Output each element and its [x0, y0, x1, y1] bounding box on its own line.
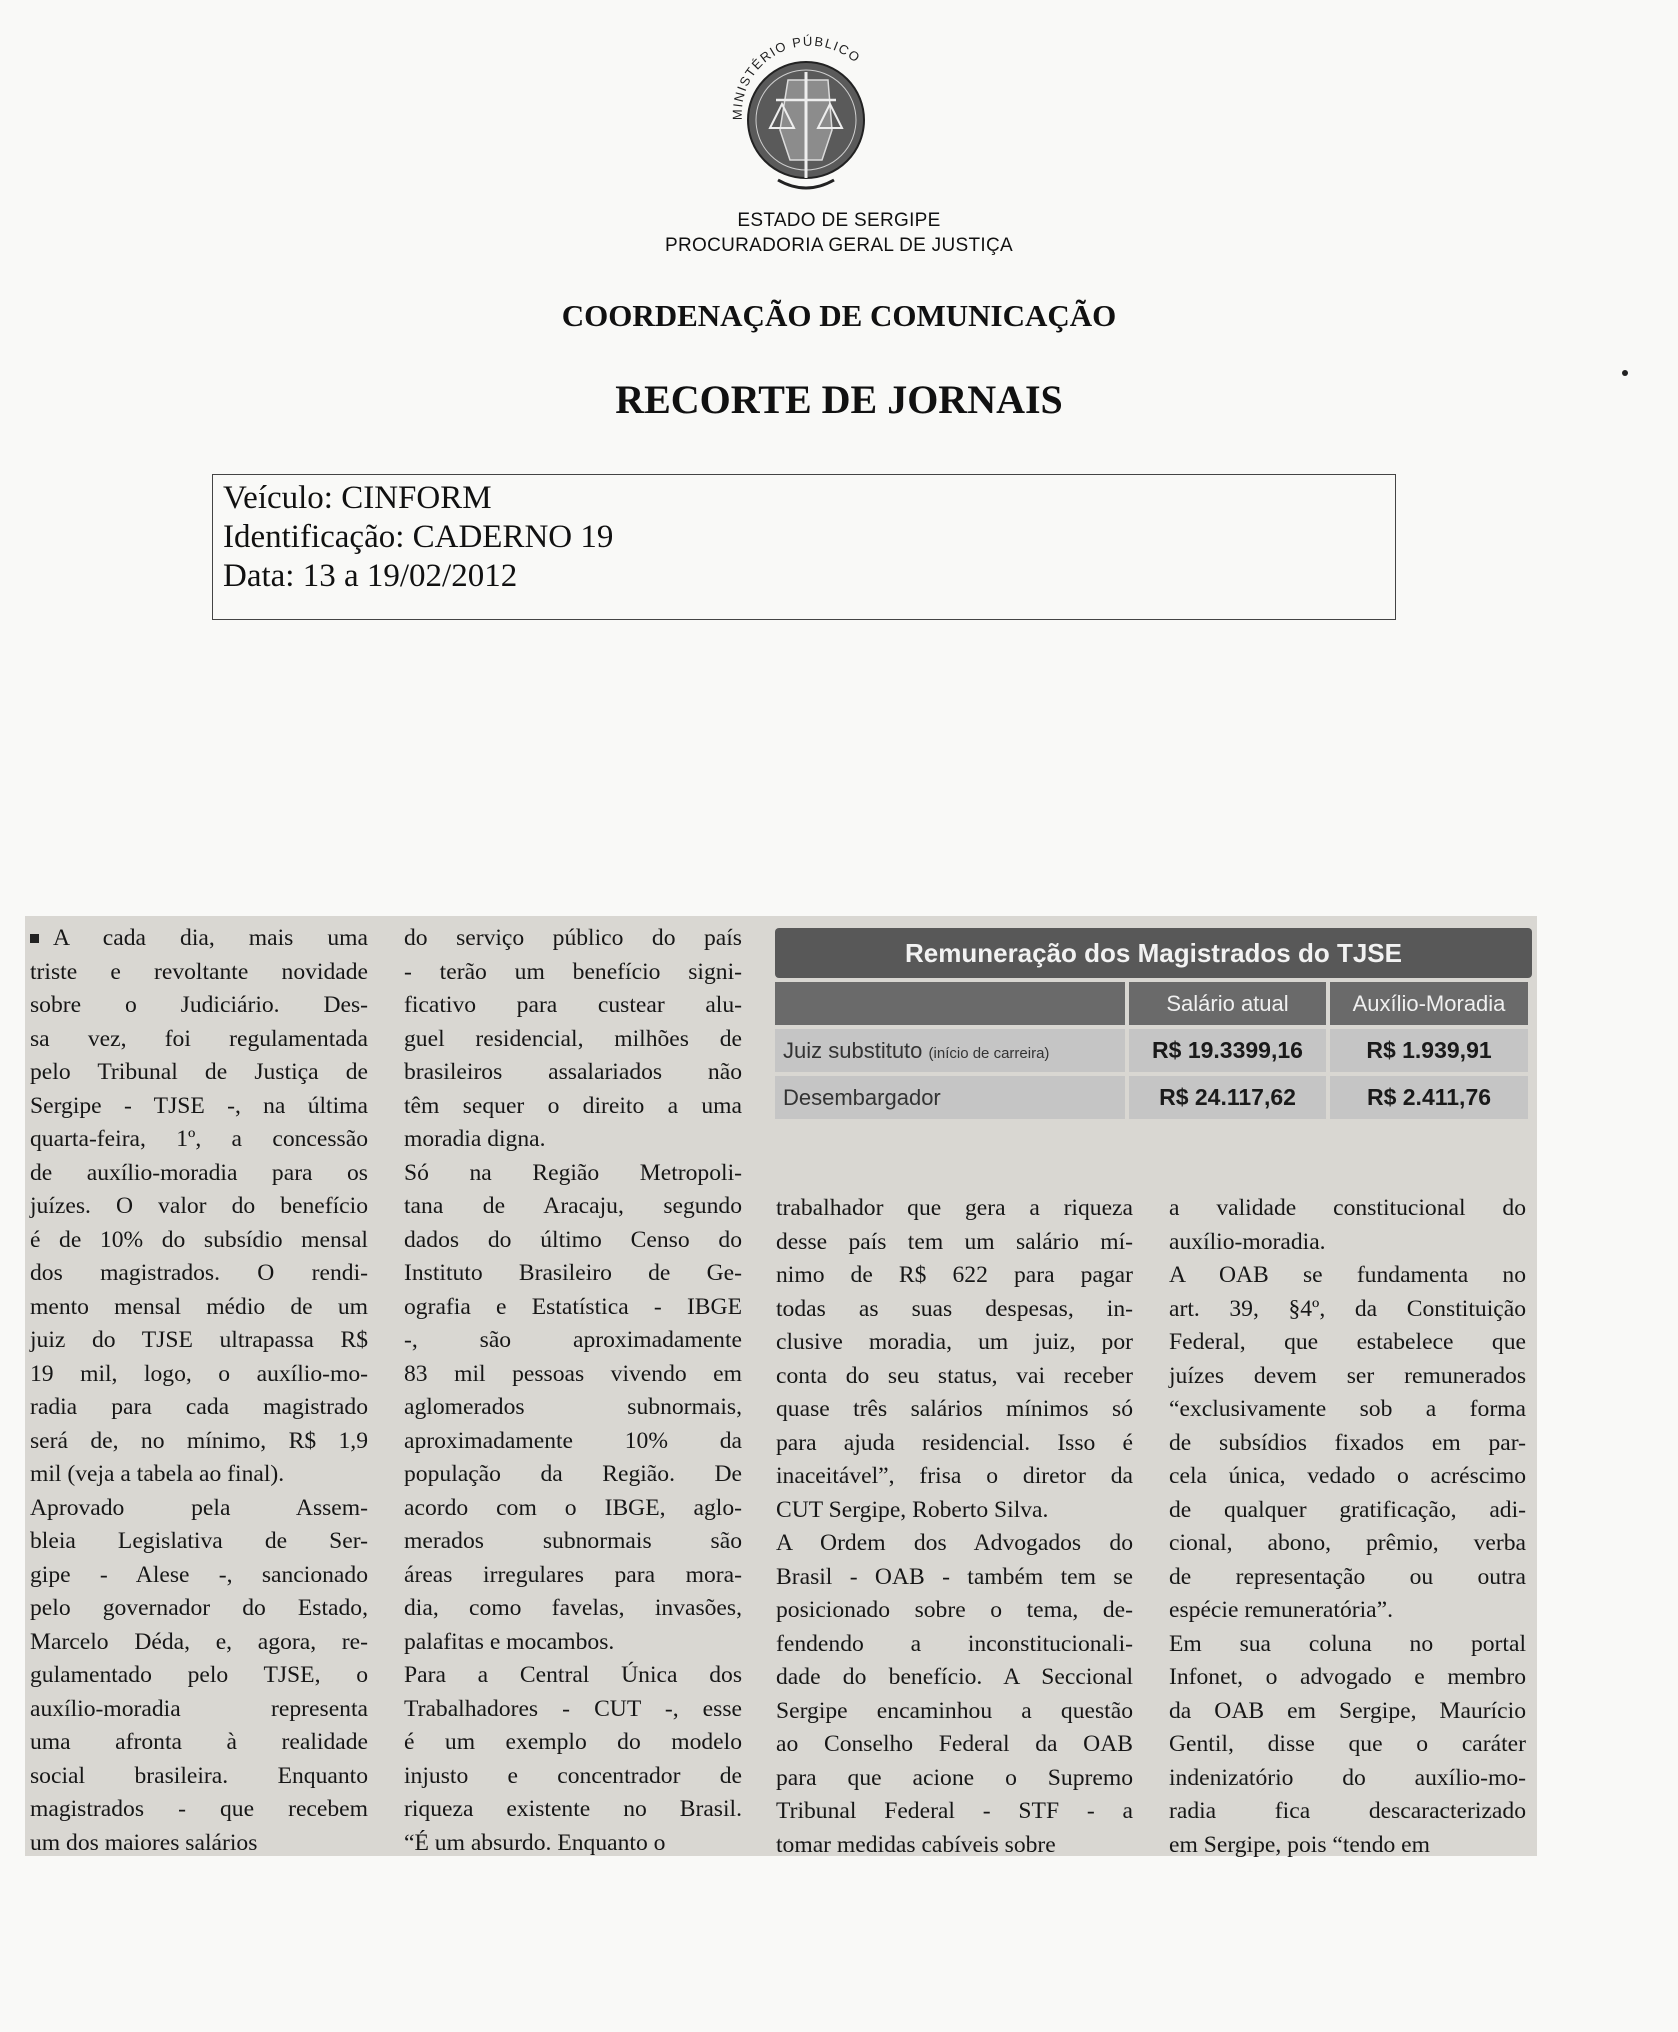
article-line: juízes devem ser remunerados — [1169, 1362, 1526, 1389]
article-line: dos magistrados. O rendi- — [30, 1260, 368, 1286]
table-header-salary: Salário atual — [1129, 982, 1326, 1025]
article-line: da OAB em Sergipe, Maurício — [1169, 1697, 1526, 1724]
article-line: Para a Central Única dos — [404, 1662, 742, 1688]
article-line: -, são aproximadamente — [404, 1327, 742, 1353]
article-line: Em sua coluna no portal — [1169, 1630, 1526, 1657]
article-line: tana de Aracaju, segundo — [404, 1193, 742, 1219]
table-cell-role — [775, 1029, 1125, 1072]
article-line: art. 39, §4º, da Constituição — [1169, 1295, 1526, 1322]
article-line: conta do seu status, vai receber — [776, 1362, 1133, 1389]
article-column-1 — [30, 922, 368, 1860]
article-line: “exclusivamente sob a forma — [1169, 1396, 1526, 1422]
role-note: (início de carreira) — [928, 1045, 1050, 1062]
article-line: brasileiros assalariados não — [404, 1059, 742, 1085]
article-line: dia, como favelas, invasões, — [404, 1595, 742, 1621]
article-line: sobre o Judiciário. Des- — [30, 992, 368, 1018]
article-line: aglomerados subnormais, — [404, 1394, 742, 1420]
article-line: ao Conselho Federal da OAB — [776, 1731, 1133, 1757]
article-line: indenizatório do auxílio-mo- — [1169, 1764, 1526, 1791]
vehicle-line: Veículo: CINFORM — [223, 480, 492, 516]
table-header-row — [775, 982, 1532, 1025]
article-line: auxílio-moradia representa — [30, 1695, 368, 1722]
article-line: têm sequer o direito a uma — [404, 1092, 742, 1119]
article-line: “É um absurdo. Enquanto o — [404, 1829, 666, 1856]
article-line: em Sergipe, pois “tendo em — [1169, 1831, 1431, 1858]
article-line: radia para cada magistrado — [30, 1394, 368, 1420]
table-cell-salary: R$ 19.3399,16 — [1129, 1029, 1326, 1072]
article-line: população da Região. De — [404, 1461, 742, 1487]
article-line: inaceitável”, frisa o diretor da — [776, 1463, 1133, 1489]
article-line: Sergipe - TJSE -, na última — [30, 1092, 368, 1119]
article-line: Infonet, o advogado e membro — [1169, 1664, 1526, 1690]
article-line: quase três salários mínimos só — [776, 1396, 1133, 1422]
article-line: palafitas e mocambos. — [404, 1628, 615, 1655]
article-line: um dos maiores salários — [30, 1829, 258, 1856]
article-line: A cada dia, mais uma — [30, 922, 368, 956]
article-line: triste e revoltante novidade — [30, 958, 368, 985]
article-line: do serviço público do país — [404, 925, 742, 951]
article-line: dade do benefício. A Seccional — [776, 1664, 1133, 1690]
article-line: Só na Região Metropoli- — [404, 1159, 742, 1186]
article-line: gipe - Alese -, sancionado — [30, 1561, 368, 1588]
article-line: uma afronta à realidade — [30, 1729, 368, 1755]
article-line: clusive moradia, um juiz, por — [776, 1329, 1133, 1355]
table-header-empty — [775, 982, 1125, 1025]
article-line: desse país tem um salário mí- — [776, 1228, 1133, 1255]
article-line: cional, abono, prêmio, verba — [1169, 1530, 1526, 1556]
article-line: auxílio-moradia. — [1169, 1228, 1326, 1255]
article-line: juiz do TJSE ultrapassa R$ — [30, 1327, 368, 1353]
article-line: é de 10% do subsídio mensal — [30, 1226, 368, 1253]
article-line: gulamentado pelo TJSE, o — [30, 1662, 368, 1688]
role-label: Juiz substituto — [783, 1038, 923, 1063]
article-line: A Ordem dos Advogados do — [776, 1530, 1133, 1556]
article-line: áreas irregulares para mora- — [404, 1561, 742, 1588]
table-cell-housing: R$ 1.939,91 — [1330, 1029, 1528, 1072]
article-line: de qualquer gratificação, adi- — [1169, 1496, 1526, 1523]
department-title: COORDENAÇÃO DE COMUNICAÇÃO — [561, 298, 1117, 333]
article-line: Trabalhadores - CUT -, esse — [404, 1695, 742, 1722]
article-line: posicionado sobre o tema, de- — [776, 1597, 1133, 1623]
article-line: trabalhador que gera a riqueza — [776, 1195, 1133, 1221]
article-line: injusto e concentrador de — [404, 1762, 742, 1789]
article-line: tomar medidas cabíveis sobre — [776, 1831, 1056, 1858]
article-line: espécie remuneratória”. — [1169, 1597, 1394, 1623]
article-line: quarta-feira, 1º, a concessão — [30, 1126, 368, 1152]
article-line: sa vez, foi regulamentada — [30, 1025, 368, 1052]
table-header-housing: Auxílio-Moradia — [1330, 982, 1528, 1025]
article-line: 19 mil, logo, o auxílio-mo- — [30, 1360, 368, 1387]
article-line: ografia e Estatística - IBGE — [404, 1293, 742, 1320]
article-line: para ajuda residencial. Isso é — [776, 1429, 1133, 1456]
article-line: a validade constitucional do — [1169, 1195, 1526, 1221]
article-line: pelo governador do Estado, — [30, 1595, 368, 1621]
seal-text: MINISTÉRIO PÚBLICO — [729, 33, 864, 121]
table-cell-housing: R$ 2.411,76 — [1330, 1076, 1528, 1119]
article-line: CUT Sergipe, Roberto Silva. — [776, 1496, 1049, 1523]
article-line: é um exemplo do modelo — [404, 1729, 742, 1755]
article-line: de auxílio-moradia para os — [30, 1159, 368, 1186]
article-line: guel residencial, milhões de — [404, 1025, 742, 1052]
table-row — [775, 1029, 1532, 1072]
bullet-icon — [30, 934, 39, 943]
article-line: Gentil, disse que o caráter — [1169, 1731, 1526, 1757]
article-line: Aprovado pela Assem- — [30, 1494, 368, 1521]
article-line: magistrados - que recebem — [30, 1796, 368, 1822]
article-line: Sergipe encaminhou a questão — [776, 1697, 1133, 1724]
article-line: mento mensal médio de um — [30, 1293, 368, 1320]
article-line: radia fica descaracterizado — [1169, 1798, 1526, 1824]
article-line: acordo com o IBGE, aglo- — [404, 1494, 742, 1521]
article-line: riqueza existente no Brasil. — [404, 1796, 742, 1822]
article-line: 83 mil pessoas vivendo em — [404, 1360, 742, 1387]
institution-name: PROCURADORIA GERAL DE JUSTIÇA — [665, 235, 1013, 256]
section-line: Identificação: CADERNO 19 — [223, 519, 614, 555]
article-line: Instituto Brasileiro de Ge- — [404, 1260, 742, 1286]
article-line: fendendo a inconstitucionali- — [776, 1630, 1133, 1657]
article-line: juízes. O valor do benefício — [30, 1193, 368, 1219]
article-line: moradia digna. — [404, 1126, 546, 1152]
article-line: cela única, vedado o acréscimo — [1169, 1463, 1526, 1489]
article-line: bleia Legislativa de Ser- — [30, 1528, 368, 1554]
date-line: Data: 13 a 19/02/2012 — [223, 558, 518, 594]
table-title: Remuneração dos Magistrados do TJSE — [775, 928, 1532, 978]
article-line: Tribunal Federal - STF - a — [776, 1798, 1133, 1824]
article-line: social brasileira. Enquanto — [30, 1762, 368, 1789]
article-line: merados subnormais são — [404, 1528, 742, 1554]
article-line: de representação ou outra — [1169, 1563, 1526, 1590]
salary-table — [775, 928, 1532, 1119]
article-column-4 — [1169, 1192, 1526, 1862]
article-column-3 — [776, 1192, 1133, 1862]
role-label: Desembargador — [783, 1085, 941, 1110]
scan-speck — [1622, 370, 1628, 376]
article-line: Brasil - OAB - também tem se — [776, 1563, 1133, 1590]
article-line: - terão um benefício signi- — [404, 958, 742, 985]
article-line: Marcelo Déda, e, agora, re- — [30, 1628, 368, 1655]
article-line: A OAB se fundamenta no — [1169, 1262, 1526, 1288]
table-cell-role — [775, 1076, 1125, 1119]
article-line: nimo de R$ 622 para pagar — [776, 1262, 1133, 1288]
article-line: pelo Tribunal de Justiça de — [30, 1059, 368, 1085]
article-line: para que acione o Supremo — [776, 1764, 1133, 1791]
article-line: mil (veja a tabela ao final). — [30, 1461, 285, 1487]
state-name: ESTADO DE SERGIPE — [737, 210, 941, 231]
article-line: aproximadamente 10% da — [404, 1427, 742, 1454]
article-line: será de, no mínimo, R$ 1,9 — [30, 1427, 368, 1454]
table-row — [775, 1076, 1532, 1119]
ministerio-publico-seal — [718, 20, 894, 196]
table-cell-salary: R$ 24.117,62 — [1129, 1076, 1326, 1119]
article-column-2 — [404, 922, 742, 1860]
article-line: Federal, que estabelece que — [1169, 1329, 1526, 1355]
article-line: todas as suas despesas, in- — [776, 1295, 1133, 1322]
article-line: dados do último Censo do — [404, 1226, 742, 1253]
page-title: RECORTE DE JORNAIS — [615, 377, 1063, 422]
article-line: ficativo para custear alu- — [404, 992, 742, 1018]
article-line: de subsídios fixados em par- — [1169, 1429, 1526, 1456]
identification-box — [212, 474, 1396, 620]
